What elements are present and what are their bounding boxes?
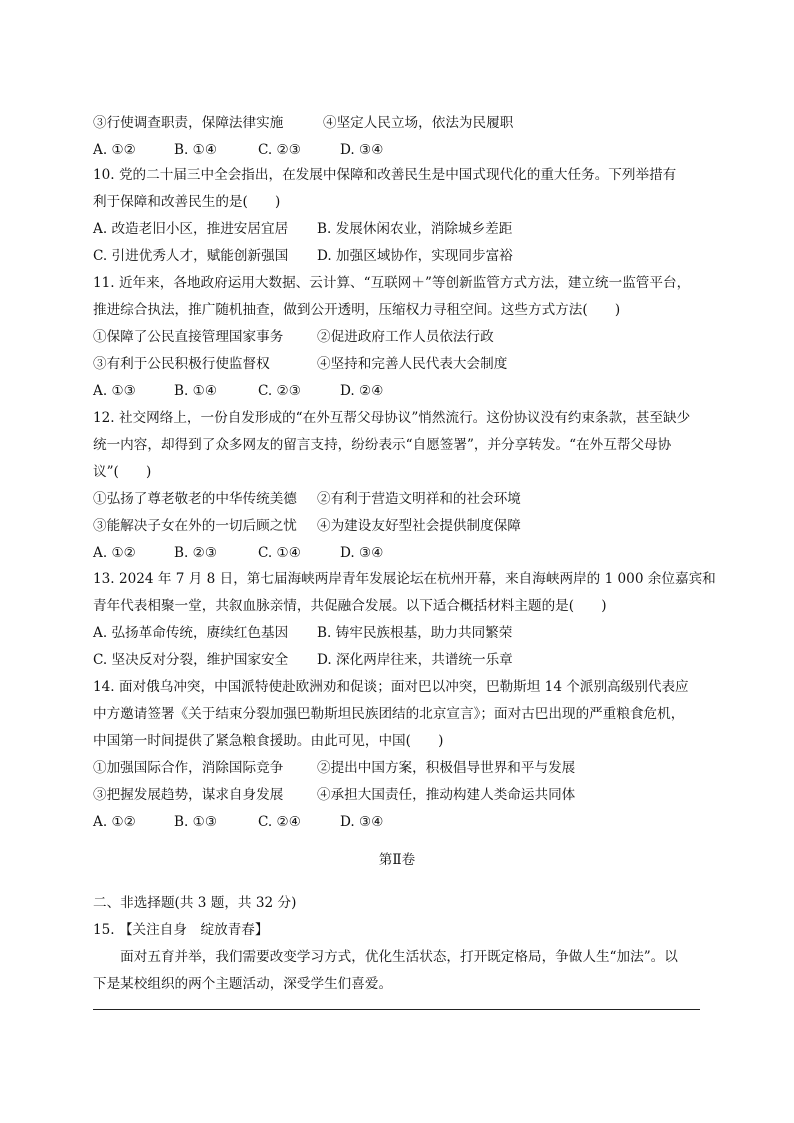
q12-statement-4: ④为建设友好型社会提供制度保障 — [317, 518, 521, 534]
q14-statements-row2 — [93, 785, 575, 805]
q10-options-row2 — [93, 246, 513, 266]
q11-option-b: B. ①④ — [174, 383, 218, 399]
q13-option-b: B. 铸牢民族根基，助力共同繁荣 — [317, 625, 513, 641]
q13-options-row2 — [93, 650, 513, 670]
q11-statements-row1 — [93, 327, 494, 347]
q14-stem-line3: 中国第一时间提供了紧急粮食援助。由此可见，中国( ) — [93, 733, 444, 749]
q13-stem-line1: 13. 2024 年 7 月 8 日，第七届海峡两岸青年发展论坛在杭州开幕，来自海峡两岸的 1 000 余位嘉宾和 — [93, 571, 716, 587]
q9-options — [93, 140, 383, 160]
q10-option-a: A. 改造老旧小区，推进安居宜居 — [93, 221, 289, 237]
q10-options-row1 — [93, 219, 512, 239]
q13-stem-line2: 青年代表相聚一堂，共叙血脉亲情，共促融合发展。以下适合概括材料主题的是( ) — [93, 598, 607, 614]
q14-option-c: C. ②④ — [258, 814, 301, 830]
q10-stem-line2: 利于保障和改善民生的是( ) — [93, 194, 281, 210]
q15-paragraph-line2: 下是某校组织的两个主题活动，深受学生们喜爱。 — [93, 976, 393, 992]
q12-statement-3: ③能解决子女在外的一切后顾之忧 — [93, 518, 297, 534]
q9-option-b: B. ①④ — [174, 142, 218, 158]
q14-stem-line1: 14. 面对俄乌冲突，中国派特使赴欧洲劝和促谈；面对巴以冲突，巴勒斯坦 14 个派别高级别代表应 — [93, 679, 689, 695]
part2-heading: 二、非选择题(共 3 题，共 32 分) — [93, 895, 297, 911]
q12-option-a: A. ①② — [93, 545, 136, 561]
q12-statements-row2 — [93, 516, 521, 536]
q9-option-a: A. ①② — [93, 142, 136, 158]
q14-option-a: A. ①② — [93, 814, 136, 830]
q11-option-d: D. ②④ — [340, 383, 384, 399]
q13-option-a: A. 弘扬革命传统，赓续红色基因 — [93, 625, 289, 641]
q14-stem-line2: 中方邀请签署《关于结束分裂加强巴勒斯坦民族团结的北京宣言》；面对古巴出现的严重粮食危机， — [93, 706, 685, 722]
q12-options — [93, 543, 383, 563]
q14-statement-3: ③把握发展趋势，谋求自身发展 — [93, 787, 284, 803]
q10-stem-line1: 10. 党的二十届三中全会指出，在发展中保障和改善民生是中国式现代化的重大任务。下列举措有 — [93, 167, 677, 183]
q11-statement-3: ③有利于公民积极行使监督权 — [93, 356, 270, 372]
q11-stem-line1: 11. 近年来，各地政府运用大数据、云计算、“互联网＋”等创新监管方式方法，建立统一监管平台， — [93, 275, 691, 291]
q12-option-d: D. ③④ — [340, 545, 384, 561]
q11-statement-1: ①保障了公民直接管理国家事务 — [93, 329, 284, 345]
q12-stem-line1: 12. 社交网络上，一份自发形成的“在外互帮父母协议”悄然流行。这份协议没有约束条款，甚至缺少 — [93, 410, 691, 426]
q12-statement-1: ①弘扬了尊老敬老的中华传统美德 — [93, 491, 297, 507]
q14-options — [93, 812, 383, 832]
q12-statements-row1 — [93, 489, 521, 509]
q12-statement-2: ②有利于营造文明祥和的社会环境 — [317, 491, 521, 507]
q14-statement-1: ①加强国际合作，消除国际竞争 — [93, 760, 284, 776]
q9-statement-4: ④坚定人民立场，依法为民履职 — [323, 115, 514, 131]
q9-statement-3: ③行使调查职责，保障法律实施 — [93, 115, 284, 131]
q14-statements-row1 — [93, 758, 575, 778]
q11-statements-row2 — [93, 354, 507, 374]
q13-options-row1 — [93, 623, 512, 643]
q11-option-a: A. ①③ — [93, 383, 136, 399]
bottom-divider — [93, 1009, 700, 1010]
q13-option-c: C. 坚决反对分裂，维护国家安全 — [93, 652, 289, 668]
q11-stem-line2: 推进综合执法，推广随机抽查，做到公开透明，压缩权力寻租空间。这些方式方法( ) — [93, 302, 621, 318]
q11-statement-4: ④坚持和完善人民代表大会制度 — [317, 356, 508, 372]
q10-option-c: C. 引进优秀人才，赋能创新强国 — [93, 248, 289, 264]
q14-statement-2: ②提出中国方案，积极倡导世界和平与发展 — [317, 760, 576, 776]
q12-stem-line2: 统一内容，却得到了众多网友的留言支持，纷纷表示“自愿签署”，并分享转发。“在外互帮父母协 — [93, 437, 672, 453]
q13-option-d: D. 深化两岸往来，共谱统一乐章 — [317, 652, 513, 668]
q11-option-c: C. ②③ — [258, 383, 301, 399]
q14-statement-4: ④承担大国责任，推动构建人类命运共同体 — [317, 787, 576, 803]
part2-title: 第Ⅱ卷 — [378, 852, 416, 868]
q9-statements-row2 — [93, 113, 513, 133]
q15-title: 15. 【关注自身 绽放青春】 — [93, 922, 269, 938]
q12-option-b: B. ②③ — [174, 545, 218, 561]
q14-option-b: B. ①③ — [174, 814, 218, 830]
q11-statement-2: ②促进政府工作人员依法行政 — [317, 329, 494, 345]
q10-option-b: B. 发展休闲农业，消除城乡差距 — [317, 221, 513, 237]
q12-stem-line3: 议”( ) — [93, 464, 152, 480]
q9-option-c: C. ②③ — [258, 142, 301, 158]
q11-options — [93, 381, 383, 401]
q9-option-d: D. ③④ — [340, 142, 384, 158]
q10-option-d: D. 加强区域协作，实现同步富裕 — [317, 248, 513, 264]
q14-option-d: D. ③④ — [340, 814, 384, 830]
q15-paragraph-line1: 面对五育并举，我们需要改变学习方式，优化生活状态，打开既定格局，争做人生“加法”。以 — [93, 949, 678, 965]
q12-option-c: C. ①④ — [258, 545, 301, 561]
